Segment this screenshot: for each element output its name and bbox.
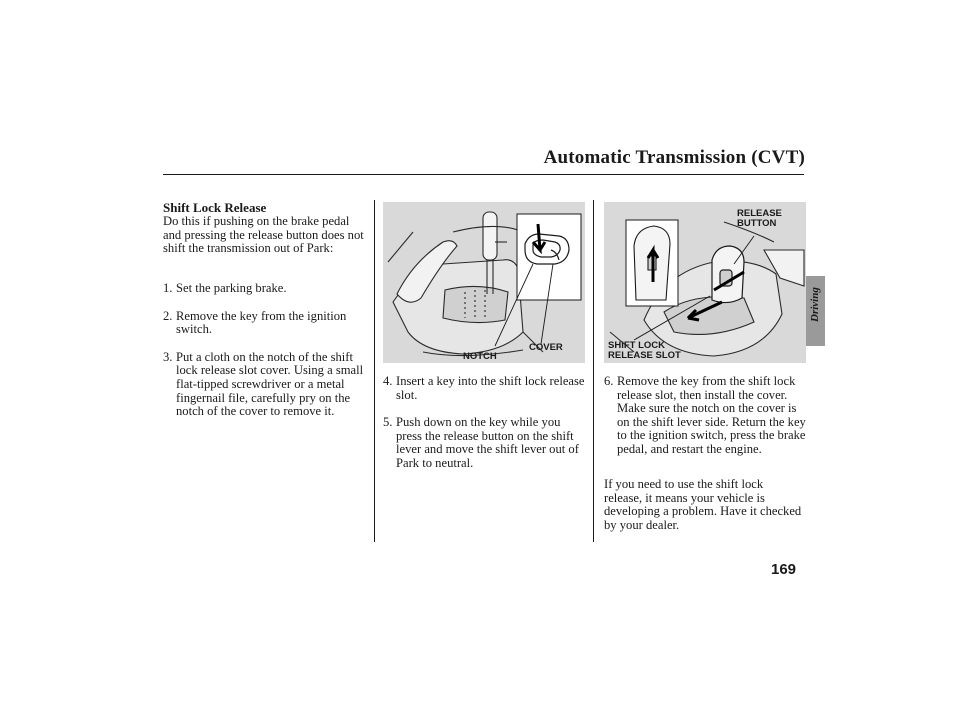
step-number: 3. bbox=[163, 349, 173, 364]
page-title: Automatic Transmission (CVT) bbox=[543, 147, 805, 168]
step-text: Put a cloth on the notch of the shift lock release slot cover. Using a small flat-tipped screwdriver or a metal fingernail file, carefully pry on the notch of the cover to remove it. bbox=[176, 349, 364, 419]
step-item bbox=[163, 282, 368, 296]
callout-slot-line2: RELEASE SLOT bbox=[608, 350, 681, 361]
steps-list-right bbox=[604, 375, 806, 471]
steps-list-middle bbox=[383, 375, 588, 485]
step-item bbox=[383, 375, 588, 402]
dealer-note: If you need to use the shift lock release, it means your vehicle is developing a problem. Have it checked by your dealer. bbox=[604, 477, 802, 532]
step-number: 2. bbox=[163, 308, 173, 323]
release-slot-illustration bbox=[604, 202, 806, 363]
console-drawing bbox=[383, 202, 585, 363]
callout-release-line2: BUTTON bbox=[737, 218, 777, 229]
shift-lever-cover-illustration bbox=[383, 202, 585, 363]
callout-notch: NOTCH bbox=[463, 351, 497, 362]
callout-shift-lock-slot bbox=[608, 341, 681, 361]
step-text: Insert a key into the shift lock release slot. bbox=[396, 374, 585, 402]
intro-paragraph: Do this if pushing on the brake pedal and pressing the release button does not shift the transmission out of Park: bbox=[163, 214, 364, 256]
title-rule bbox=[163, 174, 804, 175]
step-number: 6. bbox=[604, 374, 614, 388]
column-divider-right bbox=[593, 200, 594, 542]
step-number: 4. bbox=[383, 374, 393, 388]
step-number: 5. bbox=[383, 415, 393, 430]
callout-release-button bbox=[737, 209, 782, 229]
section-tab-label: Driving bbox=[809, 287, 821, 323]
step-item bbox=[604, 375, 806, 457]
section-heading: Shift Lock Release bbox=[163, 200, 267, 215]
step-item bbox=[163, 351, 368, 419]
step-number: 1. bbox=[163, 281, 173, 295]
callout-cover: COVER bbox=[529, 342, 563, 353]
column-divider-left bbox=[374, 200, 375, 542]
callout-slot-line1: SHIFT LOCK bbox=[608, 340, 665, 351]
step-item bbox=[163, 310, 368, 337]
step-text: Set the parking brake. bbox=[176, 281, 287, 295]
callout-release-line1: RELEASE bbox=[737, 208, 782, 219]
step-text: Remove the key from the shift lock release slot, then install the cover. Make sure the notch on the cover is on the shift lever side. Return the key to the ignition switch, press the brake pedal, and restart the engine. bbox=[617, 374, 806, 456]
step-item bbox=[383, 416, 588, 470]
step-text: Remove the key from the ignition switch. bbox=[176, 308, 347, 337]
step-text: Push down on the key while you press the release button on the shift lever and move the shift lever out of Park to neutral. bbox=[396, 415, 579, 470]
steps-list-left bbox=[163, 282, 368, 433]
page-number: 169 bbox=[771, 561, 797, 578]
